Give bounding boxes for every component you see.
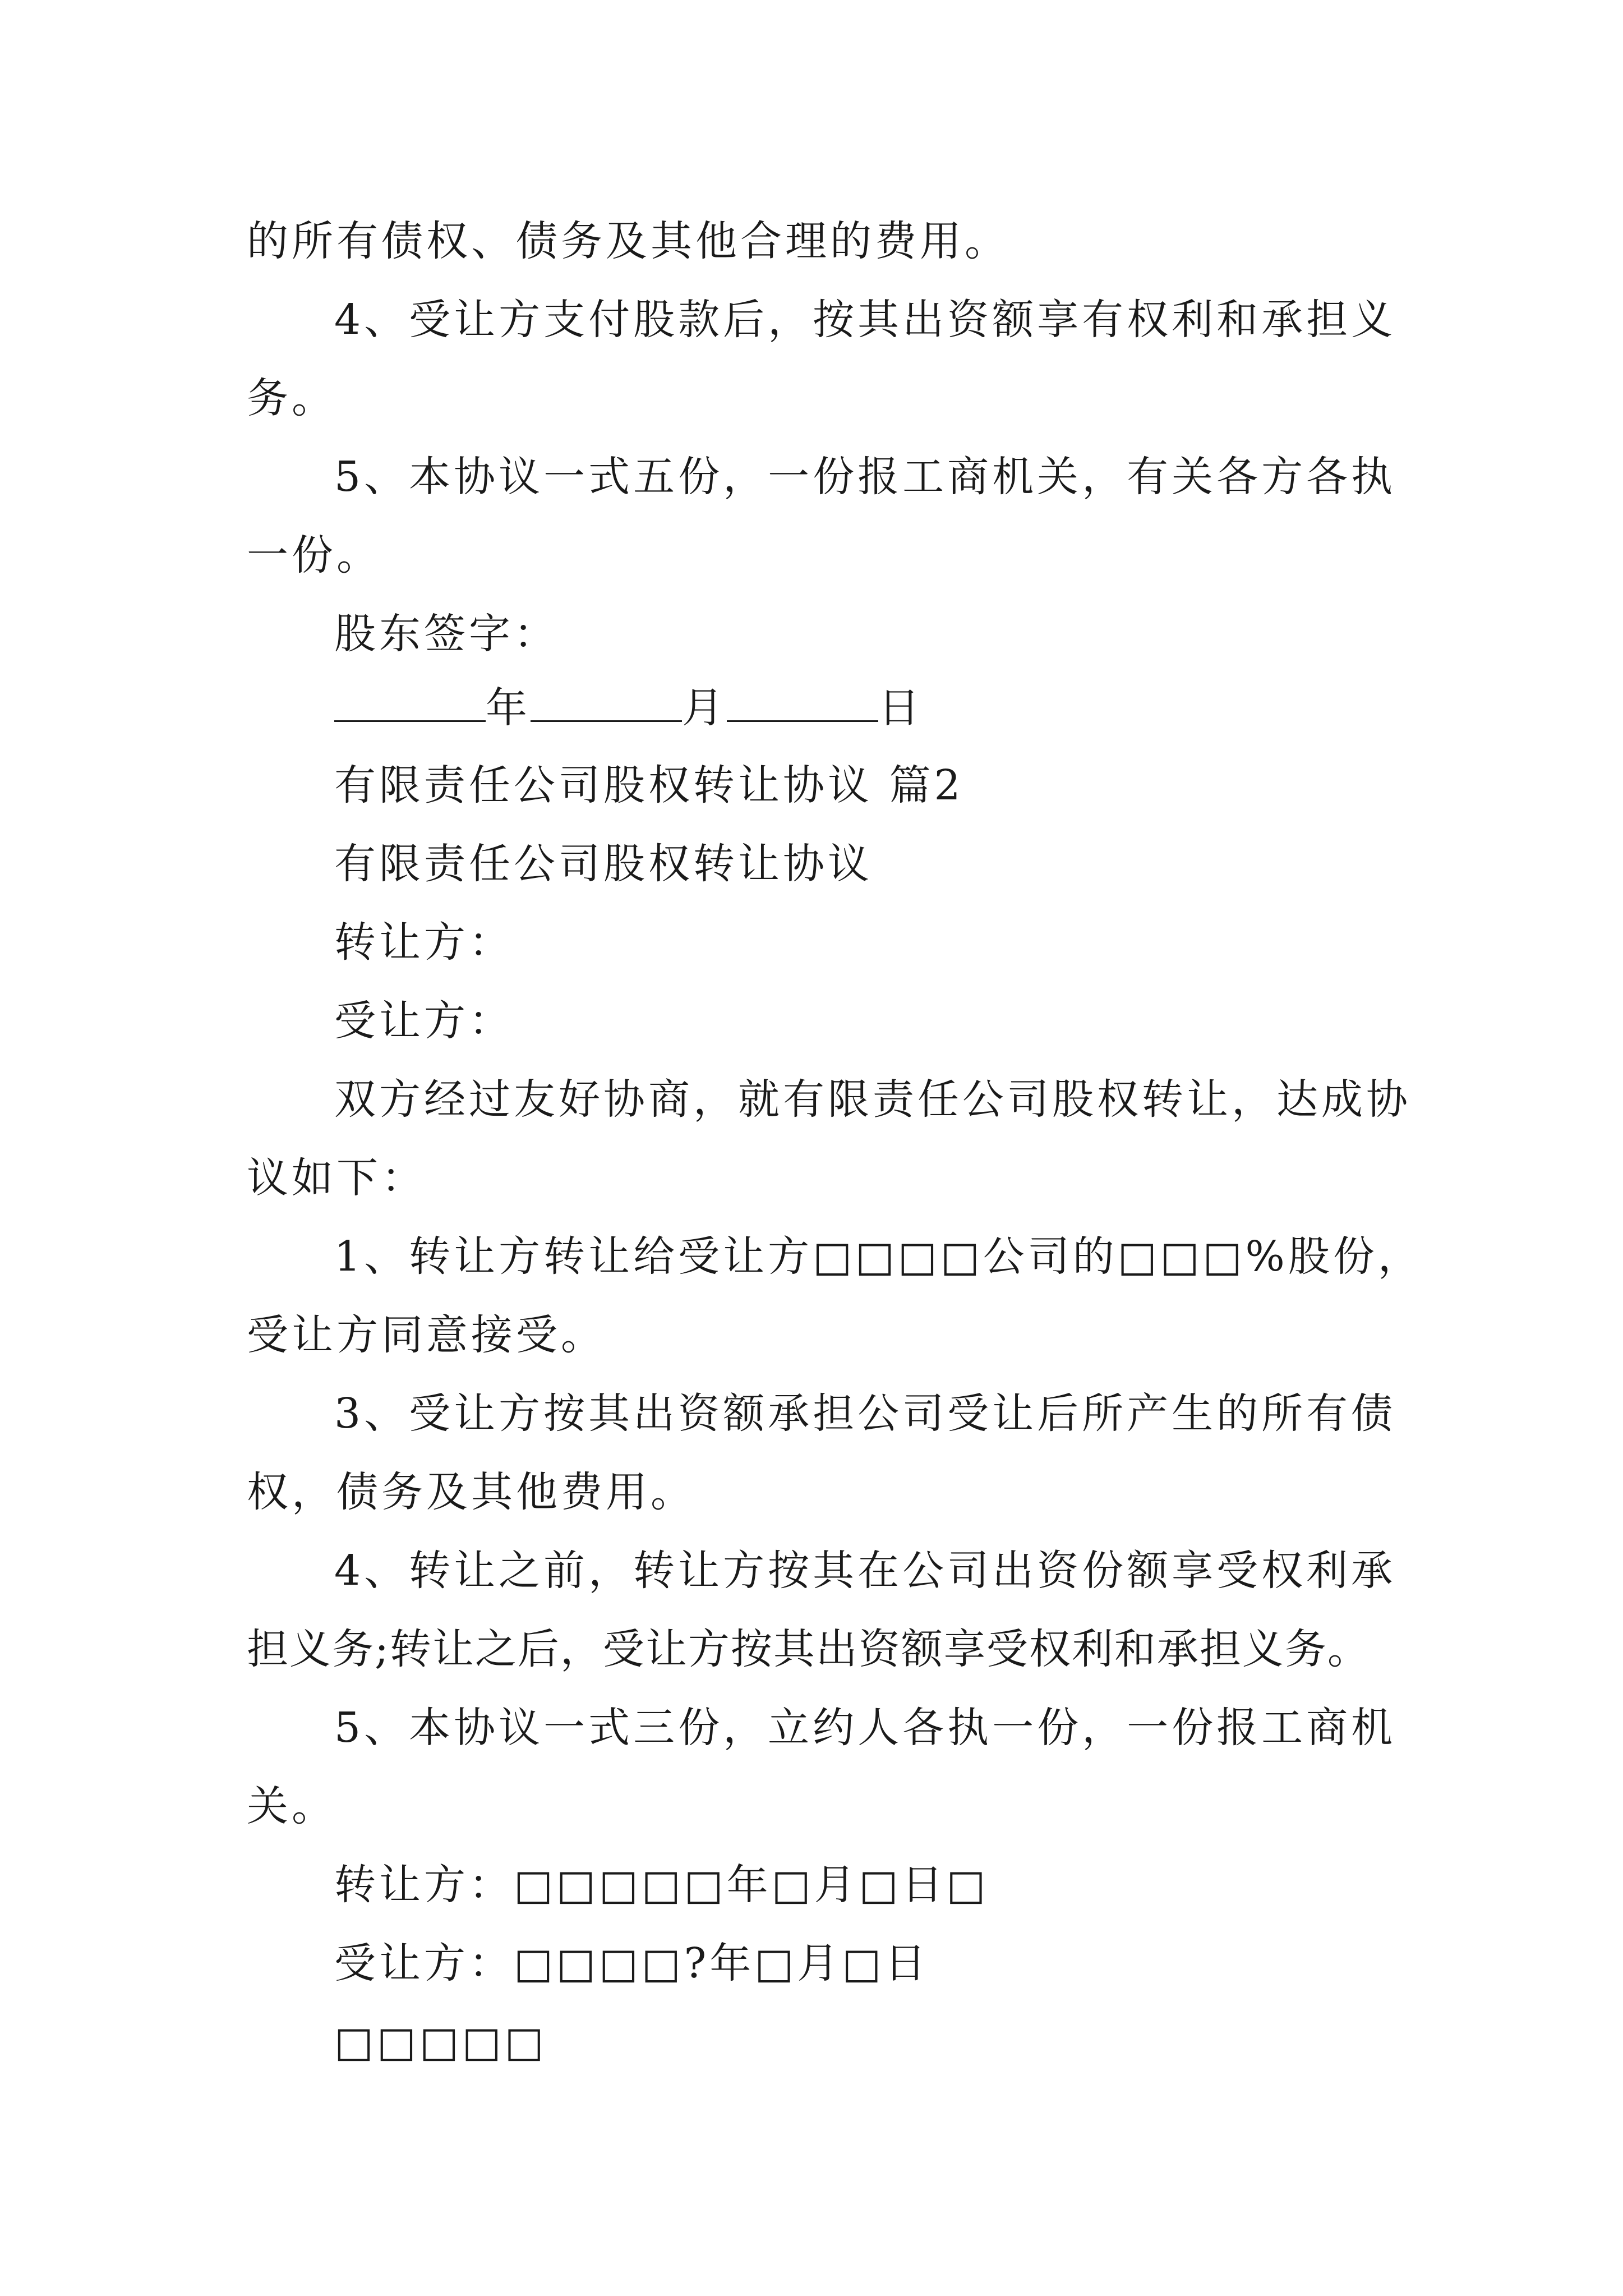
- paragraph-line: 务。: [247, 374, 336, 422]
- placeholder-boxes: □□□□□: [334, 2018, 547, 2066]
- clause-4: 4、转让之前，转让方按其在公司出资份额享受权利承: [334, 1547, 1396, 1595]
- month-label: 月: [682, 684, 727, 732]
- signature-label: 股东签字：: [334, 610, 559, 658]
- document-title: 有限责任公司股权转让协议: [334, 840, 873, 888]
- clause-1: 1、转让方转让给受让方□□□□公司的□□□%股份，: [334, 1232, 1423, 1281]
- paragraph-line: 权，债务及其他费用。: [247, 1468, 695, 1516]
- transferor-label: 转让方：: [334, 918, 514, 967]
- paragraph-line: 关。: [247, 1782, 336, 1830]
- section-heading: 有限责任公司股权转让协议 篇2: [334, 761, 964, 809]
- paragraph-line: 的所有债权、债务及其他合理的费用。: [247, 217, 1009, 265]
- month-blank: [531, 680, 682, 722]
- clause-5: 5、本协议一式三份，立约人各执一份，一份报工商机: [334, 1704, 1396, 1752]
- paragraph-line: 5、本协议一式五份，一份报工商机关，有关各方各执: [334, 453, 1396, 501]
- day-blank: [727, 680, 878, 722]
- date-line: [334, 680, 923, 736]
- paragraph-line: 议如下：: [247, 1154, 426, 1202]
- paragraph-line: 担义务;转让之后，受让方按其出资额享受权利和承担义务。: [247, 1625, 1370, 1673]
- year-label: 年: [486, 684, 531, 732]
- transferor-signature: 转让方：□□□□□年□月□日□: [334, 1861, 989, 1909]
- paragraph-line: 4、受让方支付股款后，按其出资额享有权利和承担义: [334, 296, 1396, 344]
- transferee-label: 受让方：: [334, 997, 514, 1045]
- paragraph-line: 双方经过友好协商，就有限责任公司股权转让，达成协: [334, 1075, 1411, 1124]
- year-blank: [334, 680, 486, 722]
- clause-3: 3、受让方按其出资额承担公司受让后所产生的所有债: [334, 1389, 1396, 1438]
- day-label: 日: [878, 684, 923, 732]
- paragraph-line: 一份。: [247, 531, 381, 579]
- transferee-signature: 受让方：□□□□?年□月□日: [334, 1939, 930, 1987]
- paragraph-line: 受让方同意接受。: [247, 1311, 606, 1359]
